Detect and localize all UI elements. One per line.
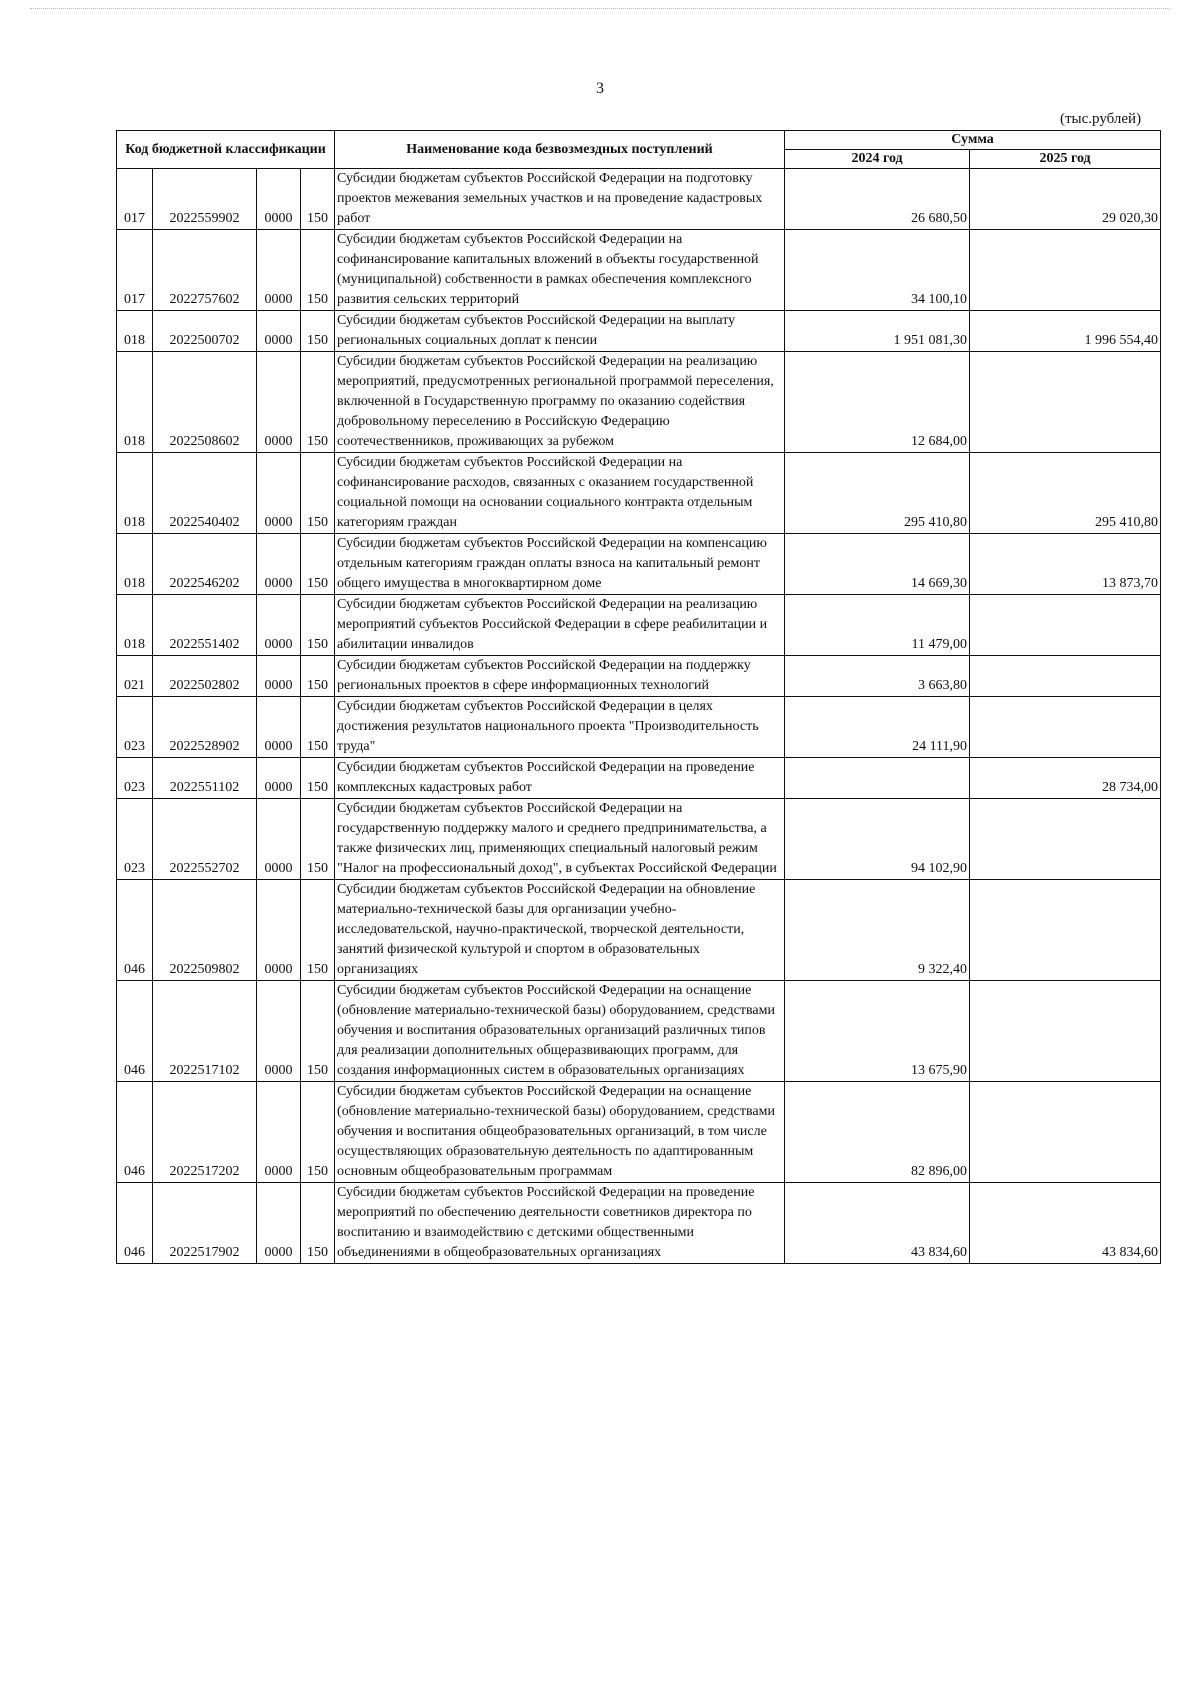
amount-2024-cell: 9 322,40 [785,880,970,981]
amount-2025-cell [970,697,1161,758]
kosgu-code-cell: 150 [301,352,335,453]
revenue-name-cell: Субсидии бюджетам субъектов Российской Федерации на компенсацию отдельным категориям граждан оплаты взноса на капитальный ремонт общего имущества в многоквартирном доме [335,534,785,595]
budget-table [116,130,1161,1264]
amount-2024-cell: 34 100,10 [785,230,970,311]
kosgu-code-cell: 150 [301,758,335,799]
table-row [117,169,1161,230]
amount-2025-cell: 28 734,00 [970,758,1161,799]
amount-2024-cell: 14 669,30 [785,534,970,595]
revenue-name-cell: Субсидии бюджетам субъектов Российской Федерации на подготовку проектов межевания земельных участков и на проведение кадастровых работ [335,169,785,230]
classification-code-cell: 2022559902 [153,169,257,230]
table-header [117,131,1161,169]
amount-2024-cell: 94 102,90 [785,799,970,880]
table-row [117,1082,1161,1183]
amount-2024-cell: 26 680,50 [785,169,970,230]
classification-code-cell: 2022500702 [153,311,257,352]
admin-code-cell: 018 [117,453,153,534]
amount-2024-cell: 13 675,90 [785,981,970,1082]
amount-2024-cell: 11 479,00 [785,595,970,656]
amount-2024-cell: 12 684,00 [785,352,970,453]
program-code-cell: 0000 [257,758,301,799]
amount-2025-cell [970,1082,1161,1183]
amount-2025-cell: 13 873,70 [970,534,1161,595]
kosgu-code-cell: 150 [301,1082,335,1183]
revenue-name-cell: Субсидии бюджетам субъектов Российской Федерации на поддержку региональных проектов в сфере информационных технологий [335,656,785,697]
header-code-group: Код бюджетной классификации [117,131,335,169]
program-code-cell: 0000 [257,311,301,352]
amount-2025-cell [970,981,1161,1082]
program-code-cell: 0000 [257,1183,301,1264]
amount-2025-cell [970,656,1161,697]
revenue-name-cell: Субсидии бюджетам субъектов Российской Федерации на реализацию мероприятий субъектов Российской Федерации в сфере реабилитации и абилитации инвалидов [335,595,785,656]
table-row [117,656,1161,697]
program-code-cell: 0000 [257,1082,301,1183]
classification-code-cell: 2022552702 [153,799,257,880]
amount-2025-cell [970,595,1161,656]
amount-2024-cell [785,758,970,799]
classification-code-cell: 2022508602 [153,352,257,453]
admin-code-cell: 046 [117,880,153,981]
revenue-name-cell: Субсидии бюджетам субъектов Российской Федерации на выплату региональных социальных доплат к пенсии [335,311,785,352]
program-code-cell: 0000 [257,230,301,311]
amount-2024-cell: 295 410,80 [785,453,970,534]
revenue-name-cell: Субсидии бюджетам субъектов Российской Федерации на софинансирование капитальных вложений в объекты государственной (муниципальной) собственности в рамках обеспечения комплексного развития сельских территорий [335,230,785,311]
revenue-name-cell: Субсидии бюджетам субъектов Российской Федерации на проведение комплексных кадастровых работ [335,758,785,799]
table-row [117,981,1161,1082]
kosgu-code-cell: 150 [301,230,335,311]
header-year-2024: 2024 год [785,150,970,169]
table-row [117,534,1161,595]
revenue-name-cell: Субсидии бюджетам субъектов Российской Федерации на софинансирование расходов, связанных с оказанием государственной социальной помощи на основании социального контракта отдельным категориям граждан [335,453,785,534]
classification-code-cell: 2022551402 [153,595,257,656]
amount-2025-cell: 29 020,30 [970,169,1161,230]
amount-2024-cell: 43 834,60 [785,1183,970,1264]
revenue-name-cell: Субсидии бюджетам субъектов Российской Федерации на проведение мероприятий по обеспечению деятельности советников директора по воспитанию и взаимодействию с детскими общественными объединениями в общеобразовательных организациях [335,1183,785,1264]
revenue-name-cell: Субсидии бюджетам субъектов Российской Федерации на оснащение (обновление материально-технической базы) оборудованием, средствами обучения и воспитания образовательных организаций различных типов для реализации дополнительных общеразвивающих программ, для создания информационных систем в образовательных организациях [335,981,785,1082]
classification-code-cell: 2022757602 [153,230,257,311]
table-row [117,880,1161,981]
program-code-cell: 0000 [257,799,301,880]
table-row [117,799,1161,880]
revenue-name-cell: Субсидии бюджетам субъектов Российской Федерации на государственную поддержку малого и среднего предпринимательства, а также физических лиц, применяющих специальный налоговый режим "Налог на профессиональный доход", в субъектах Российской Федерации [335,799,785,880]
units-label: (тыс.рублей) [1060,111,1142,127]
admin-code-cell: 023 [117,697,153,758]
classification-code-cell: 2022517202 [153,1082,257,1183]
table-row [117,453,1161,534]
admin-code-cell: 018 [117,534,153,595]
program-code-cell: 0000 [257,352,301,453]
table-body [117,169,1161,1264]
classification-code-cell: 2022509802 [153,880,257,981]
amount-2024-cell: 82 896,00 [785,1082,970,1183]
program-code-cell: 0000 [257,169,301,230]
admin-code-cell: 023 [117,758,153,799]
admin-code-cell: 023 [117,799,153,880]
table-row [117,1183,1161,1264]
amount-2025-cell: 295 410,80 [970,453,1161,534]
revenue-name-cell: Субсидии бюджетам субъектов Российской Федерации на оснащение (обновление материально-технической базы) оборудованием, средствами обучения и воспитания общеобразовательных организаций, в том числе осуществляющих образовательную деятельность по адаптированным основным общеобразовательным программам [335,1082,785,1183]
table-row [117,230,1161,311]
kosgu-code-cell: 150 [301,534,335,595]
program-code-cell: 0000 [257,453,301,534]
kosgu-code-cell: 150 [301,799,335,880]
amount-2025-cell: 1 996 554,40 [970,311,1161,352]
header-name: Наименование кода безвозмездных поступлений [335,131,785,169]
amount-2024-cell: 1 951 081,30 [785,311,970,352]
table-row [117,311,1161,352]
amount-2025-cell [970,230,1161,311]
admin-code-cell: 046 [117,1183,153,1264]
header-row-top [117,131,1161,150]
table-row [117,352,1161,453]
kosgu-code-cell: 150 [301,1183,335,1264]
amount-2025-cell: 43 834,60 [970,1183,1161,1264]
revenue-name-cell: Субсидии бюджетам субъектов Российской Федерации в целях достижения результатов национального проекта "Производительность труда" [335,697,785,758]
kosgu-code-cell: 150 [301,169,335,230]
classification-code-cell: 2022502802 [153,656,257,697]
scan-artifact [30,8,1170,11]
program-code-cell: 0000 [257,880,301,981]
program-code-cell: 0000 [257,534,301,595]
admin-code-cell: 017 [117,169,153,230]
admin-code-cell: 018 [117,352,153,453]
kosgu-code-cell: 150 [301,981,335,1082]
amount-2024-cell: 24 111,90 [785,697,970,758]
amount-2025-cell [970,799,1161,880]
table-row [117,697,1161,758]
amount-2025-cell [970,352,1161,453]
admin-code-cell: 046 [117,1082,153,1183]
header-sum-group: Сумма [785,131,1161,150]
table-row [117,595,1161,656]
admin-code-cell: 021 [117,656,153,697]
classification-code-cell: 2022517902 [153,1183,257,1264]
classification-code-cell: 2022551102 [153,758,257,799]
revenue-name-cell: Субсидии бюджетам субъектов Российской Федерации на реализацию мероприятий, предусмотренных региональной программой переселения, включенной в Государственную программу по оказанию содействия добровольному переселению в Российскую Федерацию соотечественников, проживающих за рубежом [335,352,785,453]
program-code-cell: 0000 [257,595,301,656]
table-row [117,758,1161,799]
page-number: 3 [596,80,604,97]
admin-code-cell: 018 [117,595,153,656]
revenue-name-cell: Субсидии бюджетам субъектов Российской Федерации на обновление материально-технической базы для организации учебно-исследовательской, научно-практической, творческой деятельности, занятий физической культурой и спортом в образовательных организациях [335,880,785,981]
classification-code-cell: 2022528902 [153,697,257,758]
amount-2025-cell [970,880,1161,981]
classification-code-cell: 2022546202 [153,534,257,595]
kosgu-code-cell: 150 [301,311,335,352]
header-year-2025: 2025 год [970,150,1161,169]
kosgu-code-cell: 150 [301,697,335,758]
classification-code-cell: 2022540402 [153,453,257,534]
program-code-cell: 0000 [257,656,301,697]
admin-code-cell: 017 [117,230,153,311]
amount-2024-cell: 3 663,80 [785,656,970,697]
admin-code-cell: 046 [117,981,153,1082]
classification-code-cell: 2022517102 [153,981,257,1082]
admin-code-cell: 018 [117,311,153,352]
program-code-cell: 0000 [257,981,301,1082]
kosgu-code-cell: 150 [301,595,335,656]
kosgu-code-cell: 150 [301,880,335,981]
kosgu-code-cell: 150 [301,656,335,697]
program-code-cell: 0000 [257,697,301,758]
kosgu-code-cell: 150 [301,453,335,534]
